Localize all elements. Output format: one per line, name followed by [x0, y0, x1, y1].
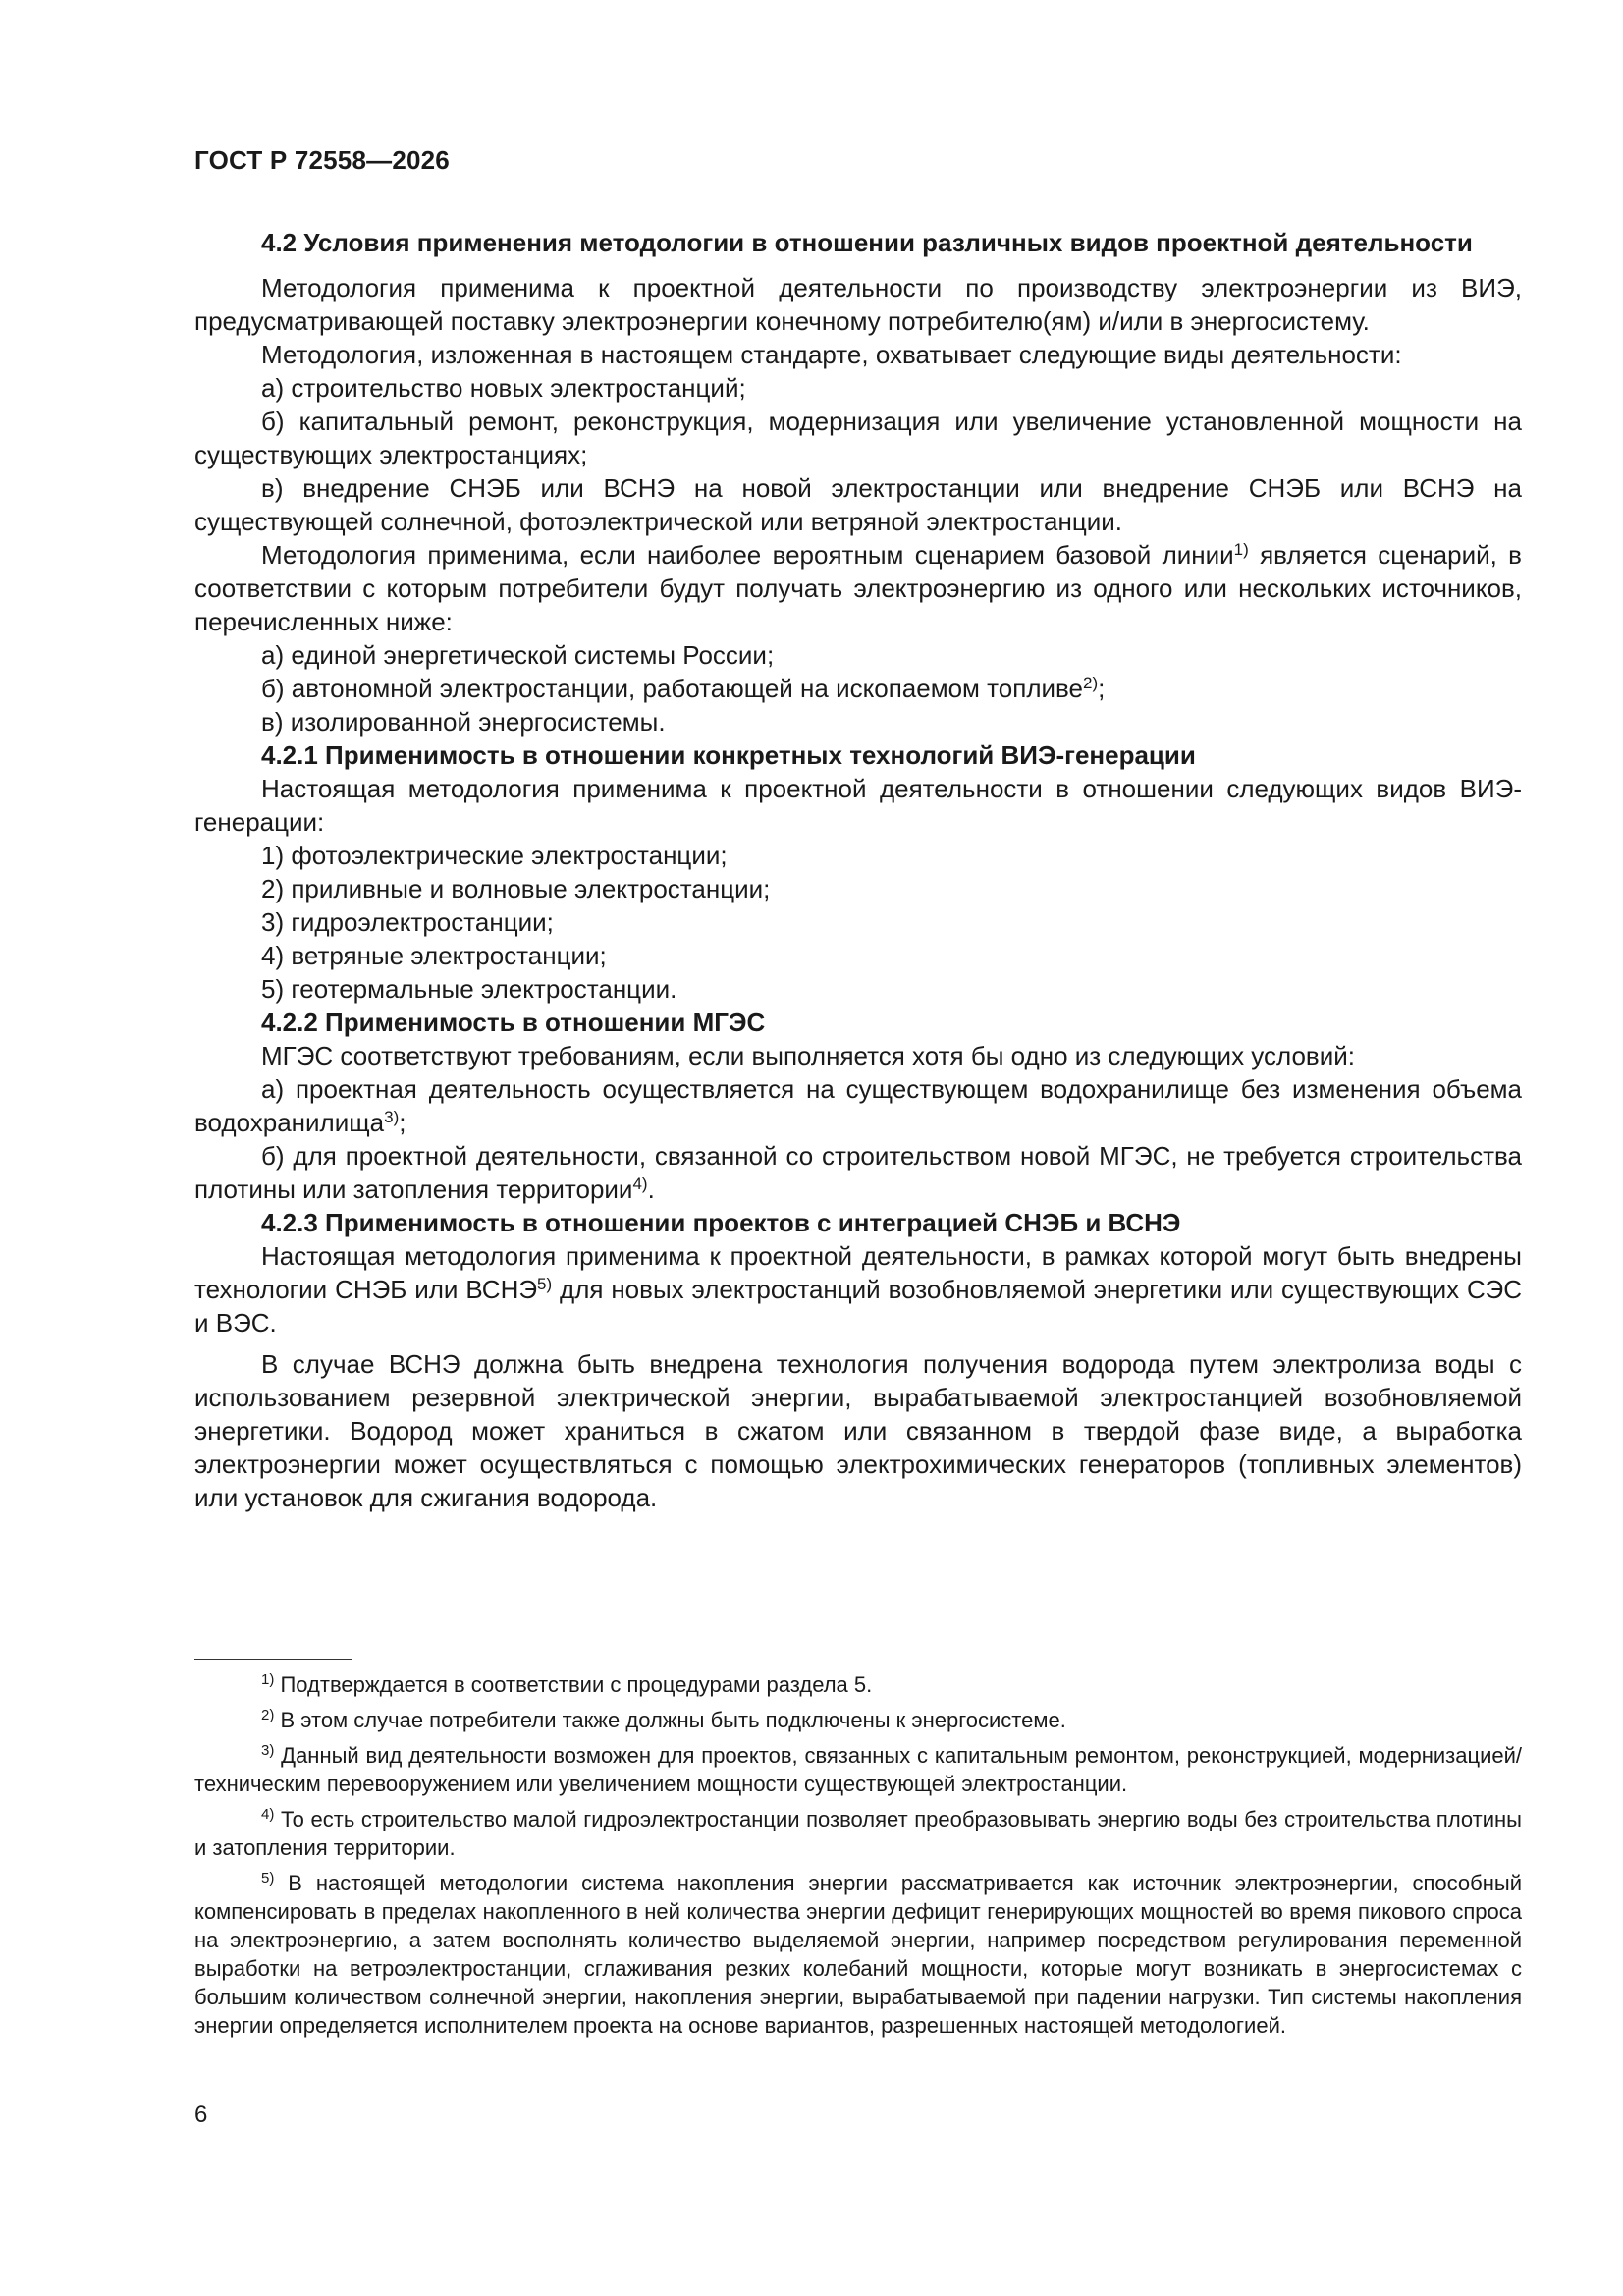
list-item-technology: 3) гидроэлектростанции; [261, 907, 554, 937]
footnote-ref-3[interactable]: 3) [384, 1108, 400, 1126]
footnote [194, 1706, 1522, 1734]
list-item-activity: в) внедрение СНЭБ или ВСНЭ на новой электростанции или внедрение СНЭБ или ВСНЭ на существующей солнечной, фотоэлектрической или ветряной электростанции. [194, 473, 1522, 536]
storage-text-start: Настоящая методология применима к проектной деятельности, в рамках которой могут быть внедрены технологии СНЭБ или ВСНЭ [194, 1241, 1522, 1304]
footnote-marker: 5) [261, 1870, 275, 1886]
paragraph-hydrogen: В случае ВСНЭ должна быть внедрена технология получения водорода путем электролиза воды с использованием резервной электрической энергии, вырабатываемой электростанцией возобновляемой энергетики. Водород может храниться в сжатом или связанном в твердой фазе виде, а выработка электроэнергии может осуществляться с помощью электрохимических генераторов (топливных элементов) или установок для сжигания водорода. [194, 1349, 1522, 1512]
paragraph-mhpp: МГЭС соответствуют требованиям, если выполняется хотя бы одно из следующих условий: [261, 1041, 1356, 1070]
list-item-activity: б) капитальный ремонт, реконструкция, модернизация или увеличение установленной мощности на существующих электростанциях; [194, 407, 1522, 469]
footnote-ref-5[interactable]: 5) [537, 1275, 553, 1293]
storage-text-end: для новых электростанций возобновляемой энергетики или существующих СЭС и ВЭС. [194, 1275, 1522, 1338]
paragraph-storage [194, 1239, 1522, 1339]
list-item-condition: б) для проектной деятельности, связанной со строительством новой МГЭС, не требуется строительства плотины или затопления территории$^{4)}$. [194, 1141, 1522, 1204]
list-item-technology: 5) геотермальные электростанции. [261, 974, 677, 1004]
footnote-text: Подтверждается в соответствии с процедурами раздела 5. [280, 1672, 873, 1697]
subsection-title-4-2-3: 4.2.3 Применимость в отношении проектов с интеграцией СНЭБ и ВСНЭ [261, 1208, 1181, 1237]
footnote-marker: 4) [261, 1806, 275, 1823]
subsection-title-4-2-2: 4.2.2 Применимость в отношении МГЭС [261, 1008, 766, 1037]
standard-header: ГОСТ Р 72558—2026 [194, 145, 450, 175]
footnote-ref-1[interactable]: 1) [1233, 540, 1249, 559]
baseline-text-start: Методология применима, если наиболее вероятным сценарием базовой линии [261, 540, 1234, 570]
list-item-source [194, 638, 1522, 672]
main-text [194, 226, 1522, 1514]
footnote-text: То есть строительство малой гидроэлектростанции позволяет преобразовывать энергию воды без строительства плотины и затопления территории. [194, 1807, 1522, 1860]
paragraph-intro: Методология применима к проектной деятельности по производству электроэнергии из ВИЭ, предусматривающей поставку электроэнергии конечному потребителю(ям) и/или в энергосистему. [194, 273, 1522, 336]
footnote-text: В настоящей методологии система накопления энергии рассматривается как источник электроэнергии, способный компенсировать в пределах накопленного в ней количества энергии дефицит генерирующих мощностей во время пикового спроса на электроэнергию, а затем восполнять количество выделяемой энергии, например посредством регулирования переменной выработки на ветроэлектростанции, сглаживания резких колебаний мощности, которые могут возникать в энергосистемах с большим количеством солнечной энергии, накопления энергии, вырабатываемой при падении нагрузки. Тип системы накопления энергии определяется исполнителем проекта на основе вариантов, разрешенных настоящей методологией. [194, 1871, 1522, 2038]
condition-text: б) для проектной деятельности, связанной со строительством новой МГЭС, не требуется строительства плотины или затопления территории [194, 1141, 1522, 1204]
list-item-source: б) автономной электростанции, работающей на ископаемом топливе$^{2)}$; [261, 674, 1106, 703]
section-title: 4.2 Условия применения методологии в отношении различных видов проектной деятельности [261, 228, 1473, 257]
subsection-title-4-2-1: 4.2.1 Применимость в отношении конкретных технологий ВИЭ-генерации [261, 740, 1196, 770]
list-item-technology: 1) фотоэлектрические электростанции; [261, 841, 728, 870]
footnote-ref-4[interactable]: 4) [632, 1175, 648, 1193]
footnotes [194, 1670, 1522, 2047]
footnote-separator [194, 1659, 352, 1660]
list-item-activity: а) строительство новых электростанций; [261, 373, 746, 403]
source-text: а) единой энергетической системы России; [261, 640, 775, 670]
paragraph-technologies: Настоящая методология применима к проектной деятельности в отношении следующих видов ВИЭ-генерации: [194, 774, 1522, 837]
paragraph-baseline [194, 538, 1522, 638]
footnote-marker: 1) [261, 1671, 275, 1688]
condition-text: а) проектная деятельность осуществляется на существующем водохранилище без изменения объема водохранилища [194, 1074, 1522, 1137]
footnote-marker: 2) [261, 1707, 275, 1723]
list-item-condition: а) проектная деятельность осуществляется на существующем водохранилище без изменения объема водохранилища$^{3)}$; [194, 1074, 1522, 1137]
footnote-text: В этом случае потребители также должны быть подключены к энергосистеме. [280, 1708, 1066, 1732]
list-item-technology: 2) приливные и волновые электростанции; [261, 874, 771, 903]
source-text: б) автономной электростанции, работающей на ископаемом топливе [261, 674, 1083, 703]
footnote [194, 1805, 1522, 1862]
paragraph-scope: Методология, изложенная в настоящем стандарте, охватывает следующие виды деятельности: [261, 340, 1402, 369]
list-item-source [194, 705, 1522, 738]
footnote [194, 1741, 1522, 1798]
baseline-text-end: является сценарий, в соответствии с которым потребители будут получать электроэнергию из одного или нескольких источников, перечисленных ниже: [194, 540, 1522, 636]
footnote-ref-2[interactable]: 2) [1083, 674, 1099, 692]
footnote-text: Данный вид деятельности возможен для проектов, связанных с капитальным ремонтом, реконструкцией, модернизацией/техническим перевооружением или увеличением мощности существующей электростанции. [194, 1743, 1522, 1796]
footnote-marker: 3) [261, 1742, 275, 1759]
footnote [194, 1869, 1522, 2040]
footnote [194, 1670, 1522, 1699]
page-number: 6 [194, 2102, 208, 2128]
source-text: в) изолированной энергосистемы. [261, 707, 666, 737]
list-item-technology: 4) ветряные электростанции; [261, 941, 607, 970]
